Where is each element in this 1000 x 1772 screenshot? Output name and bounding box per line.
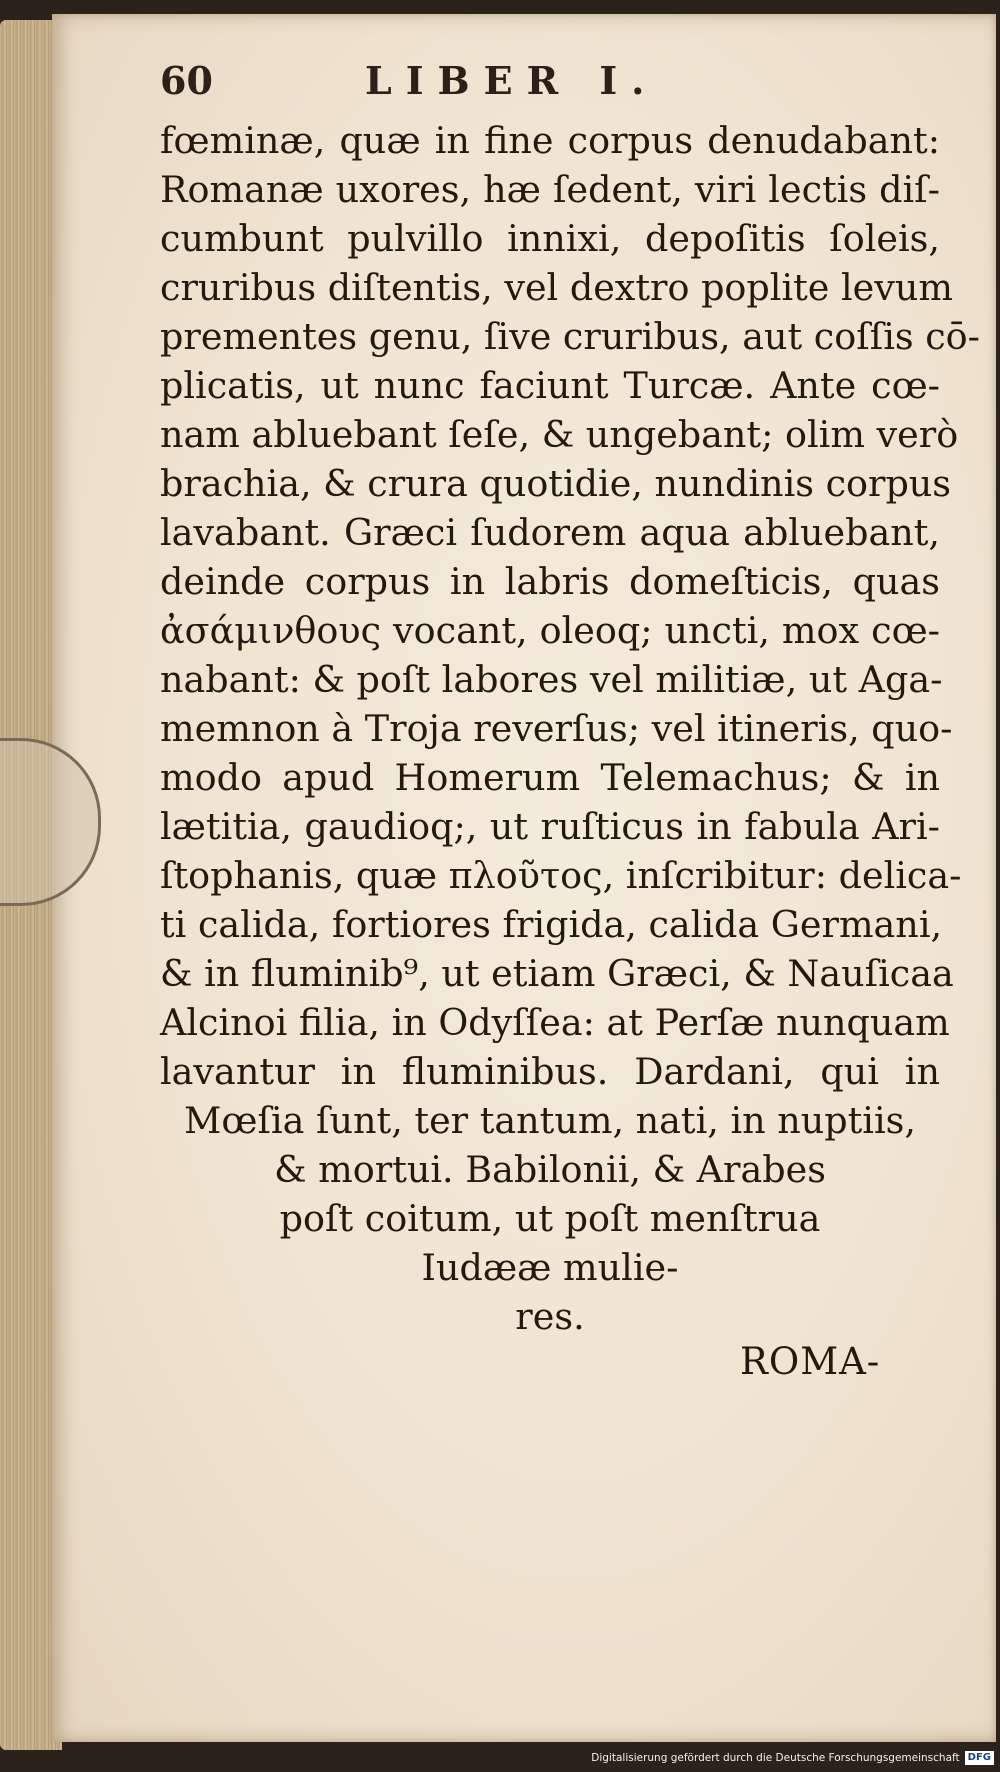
footer-credit: Digitalisierung gefördert durch die Deutsche Forschungsgemeinschaft <box>591 1752 960 1764</box>
text-line: Alcinoi filia, in Odyſſea: at Perſæ nunquam <box>160 1001 950 1044</box>
dfg-logo-icon: DFG <box>965 1751 994 1765</box>
text-line: nam abluebant ſeſe, & ungebant; olim verò <box>160 413 959 456</box>
text-line: plicatis, ut nunc faciunt Turcæ. Ante cœ- <box>160 364 940 407</box>
catchword: ROMA- <box>740 1340 881 1383</box>
centered-line: & mortui. Babilonii, & Arabes <box>274 1148 826 1191</box>
centered-line: res. <box>515 1295 585 1338</box>
text-line: fœminæ, quæ in fine corpus denudabant: <box>160 119 940 162</box>
text-line: modo apud Homerum Telemachus; & in <box>160 756 940 799</box>
text-line: cruribus diſtentis, vel dextro poplite levum <box>160 266 954 309</box>
text-line: deinde corpus in labris domeſticis, quas <box>160 560 940 603</box>
text-line: ti calida, fortiores frigida, calida Germani, <box>160 903 943 946</box>
text-line: lavantur in fluminibus. Dardani, qui in <box>160 1050 940 1093</box>
text-line: nabant: & poſt labores vel militiæ, ut Aga- <box>160 658 943 701</box>
centered-line: Iudææ mulie- <box>421 1246 679 1289</box>
text-line: prementes genu, ſive cruribus, aut coſſis cō- <box>160 315 980 358</box>
running-head <box>160 58 720 108</box>
text-line: ἀσάμινθους vocant, oleoq; uncti, mox cœ- <box>160 609 940 652</box>
text-line: brachia, & crura quotidie, nundinis corpus <box>160 462 952 505</box>
text-line: lætitia, gaudioq;, ut ruſticus in fabula Ari- <box>160 805 940 848</box>
centered-line: poſt coitum, ut poſt menſtrua <box>279 1197 821 1240</box>
text-line: memnon à Troja reverſus; vel itineris, quo- <box>160 707 953 750</box>
page-number: 60 <box>160 58 213 103</box>
text-line: ſtophanis, quæ πλοῦτος, inſcribitur: delica- <box>160 854 962 897</box>
text-line: & in fluminib⁹, ut etiam Græci, & Nauſicaa <box>160 952 954 995</box>
body-text <box>160 116 980 1341</box>
text-line: Romanæ uxores, hæ ſedent, viri lectis diſ- <box>160 168 940 211</box>
digitization-footer <box>591 1748 994 1768</box>
text-line: cumbunt pulvillo innixi, depoſitis ſoleis, <box>160 217 940 260</box>
book-label: LIBER I. <box>365 58 659 103</box>
centered-line: Mœſia ſunt, ter tantum, nati, in nuptiis, <box>184 1099 916 1142</box>
text-line: lavabant. Græci ſudorem aqua abluebant, <box>160 511 940 554</box>
